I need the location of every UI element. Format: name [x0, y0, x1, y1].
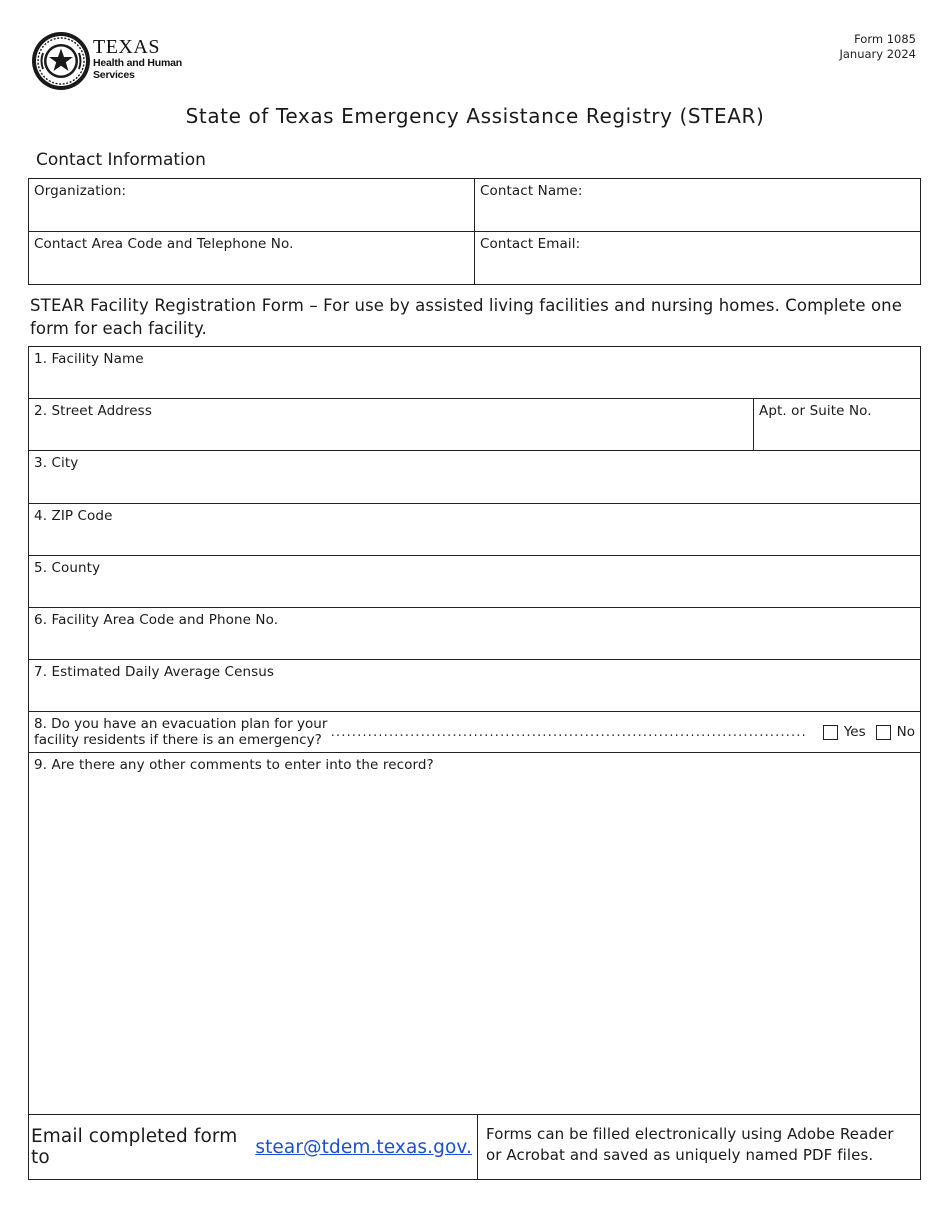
contact-row-2 [29, 232, 920, 284]
comments-field[interactable] [29, 753, 920, 1114]
contact-name-field[interactable] [474, 179, 920, 231]
q2-apt-label: Apt. or Suite No. [759, 403, 872, 419]
q2-row [29, 399, 920, 451]
contact-email-label: Contact Email: [480, 236, 581, 252]
stear-email-link[interactable]: stear@tdem.texas.gov. [255, 1136, 472, 1158]
q1-label: 1. Facility Name [34, 351, 144, 367]
texas-seal-icon [31, 31, 91, 91]
q3-row [29, 451, 920, 504]
facility-phone-field[interactable] [29, 608, 920, 659]
census-field[interactable] [29, 660, 920, 711]
q7-row [29, 660, 920, 712]
email-instruction [29, 1115, 477, 1179]
fill-note-text: Forms can be filled electronically using Adobe Reader or Acrobat and saved as uniquely named PDF files. [486, 1125, 894, 1164]
logo-wordmark [93, 37, 182, 81]
registration-intro-title: STEAR Facility Registration Form [30, 296, 305, 315]
contact-name-label: Contact Name: [480, 183, 583, 199]
page-title: State of Texas Emergency Assistance Registry (STEAR) [185, 104, 765, 128]
organization-field[interactable] [29, 179, 474, 231]
q3-label: 3. City [34, 455, 79, 471]
street-address-field[interactable] [29, 399, 753, 450]
fill-note [477, 1115, 920, 1179]
zip-code-field[interactable] [29, 504, 920, 555]
registration-intro-text: – For use by assisted living facilities and nursing homes. Complete one form for each facility. [30, 296, 902, 338]
q8-no-label: No [896, 724, 915, 740]
apt-suite-field[interactable] [753, 399, 920, 450]
registration-intro [30, 294, 925, 340]
q5-row [29, 556, 920, 608]
q8-yes-option[interactable] [823, 724, 866, 740]
q7-label: 7. Estimated Daily Average Census [34, 664, 275, 680]
registration-table [28, 346, 921, 1180]
q8-leader-dots: .......................................................................................... [330, 724, 807, 740]
q8-label: 8. Do you have an evacuation plan for your facility residents if there is an emergency? [34, 716, 328, 748]
county-field[interactable] [29, 556, 920, 607]
q5-label: 5. County [34, 560, 101, 576]
contact-heading: Contact Information [36, 150, 206, 170]
q4-row [29, 504, 920, 556]
facility-name-field[interactable] [29, 347, 920, 398]
q2-label: 2. Street Address [34, 403, 152, 419]
evacuation-plan-question [29, 712, 920, 752]
contact-phone-field[interactable] [29, 232, 474, 284]
contact-table [28, 178, 921, 285]
q8-yes-label: Yes [843, 724, 866, 740]
logo-sub-2: Services [93, 69, 135, 81]
email-prefix: Email completed form to [31, 1126, 238, 1168]
q4-label: 4. ZIP Code [34, 508, 113, 524]
q1-row [29, 347, 920, 399]
form-date: January 2024 [839, 47, 916, 61]
contact-email-field[interactable] [474, 232, 920, 284]
organization-label: Organization: [34, 183, 127, 199]
contact-phone-label: Contact Area Code and Telephone No. [34, 236, 294, 252]
hhs-logo [31, 31, 191, 91]
q6-label: 6. Facility Area Code and Phone No. [34, 612, 279, 628]
logo-sub-1: Health and Human [93, 57, 182, 69]
q6-row [29, 608, 920, 660]
logo-name: TEXAS [93, 36, 160, 58]
yes-checkbox-icon[interactable] [823, 725, 838, 740]
q9-row [29, 753, 920, 1115]
form-number-block [839, 32, 916, 62]
footer-row [29, 1115, 920, 1179]
q8-no-option[interactable] [876, 724, 915, 740]
contact-row-1 [29, 179, 920, 232]
form-number: Form 1085 [854, 32, 916, 46]
city-field[interactable] [29, 451, 920, 503]
q9-label: 9. Are there any other comments to enter into the record? [34, 757, 434, 773]
no-checkbox-icon[interactable] [876, 725, 891, 740]
q8-row [29, 712, 920, 753]
